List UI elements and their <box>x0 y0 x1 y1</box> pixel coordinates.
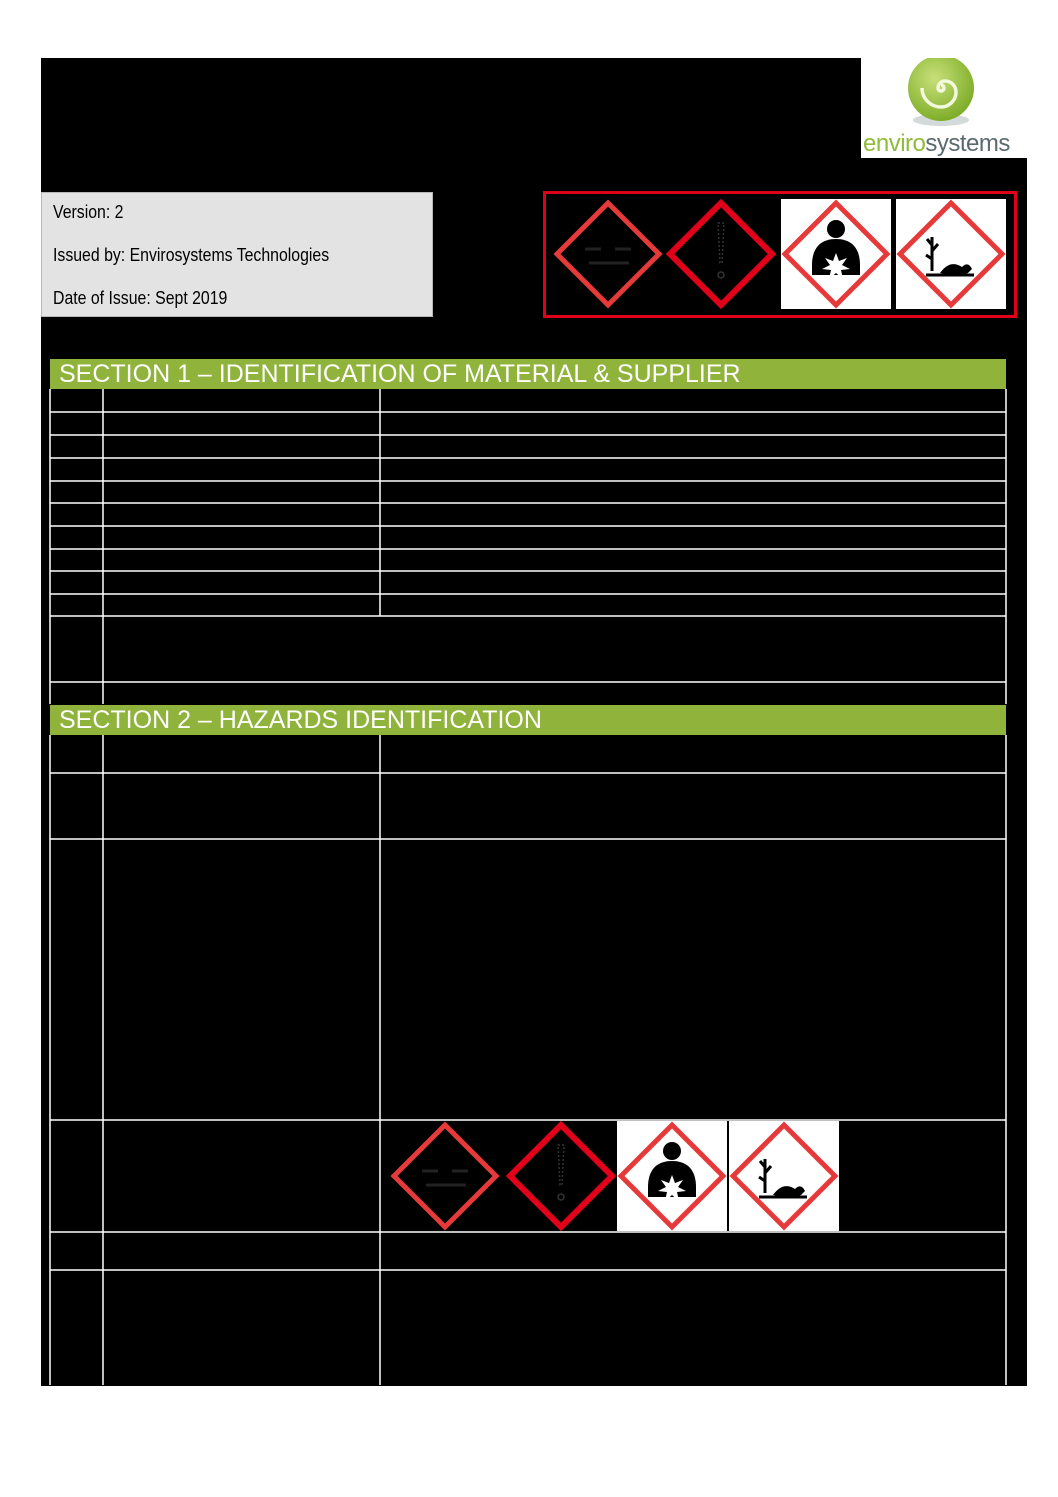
table-corrosion-icon <box>390 1121 500 1231</box>
envirosystems-logo <box>861 58 1027 158</box>
environment-icon <box>896 199 1006 309</box>
table-environment-icon <box>729 1121 839 1231</box>
exclamation-mark-icon <box>666 199 776 309</box>
table-health-hazard-icon <box>617 1121 727 1231</box>
corrosion-icon <box>553 199 663 309</box>
version-text: Version: 2 <box>53 202 124 222</box>
document-info-box <box>41 192 433 317</box>
section-1-header: SECTION 1 – IDENTIFICATION OF MATERIAL & SUPPLIER <box>50 359 1006 389</box>
date-of-issue-text: Date of Issue: Sept 2019 <box>53 288 228 308</box>
logo-text-systems: systems <box>925 130 1010 157</box>
logo-wordmark <box>863 130 1010 158</box>
logo-text-enviro: enviro <box>863 130 926 157</box>
health-hazard-icon <box>781 199 891 309</box>
issued-by-text: Issued by: Envirosystems Technologies <box>53 245 330 265</box>
table-exclamation-mark-icon <box>506 1121 616 1231</box>
section-2-header: SECTION 2 – HAZARDS IDENTIFICATION <box>50 705 1006 735</box>
hazard-pictogram-box <box>543 191 1017 318</box>
